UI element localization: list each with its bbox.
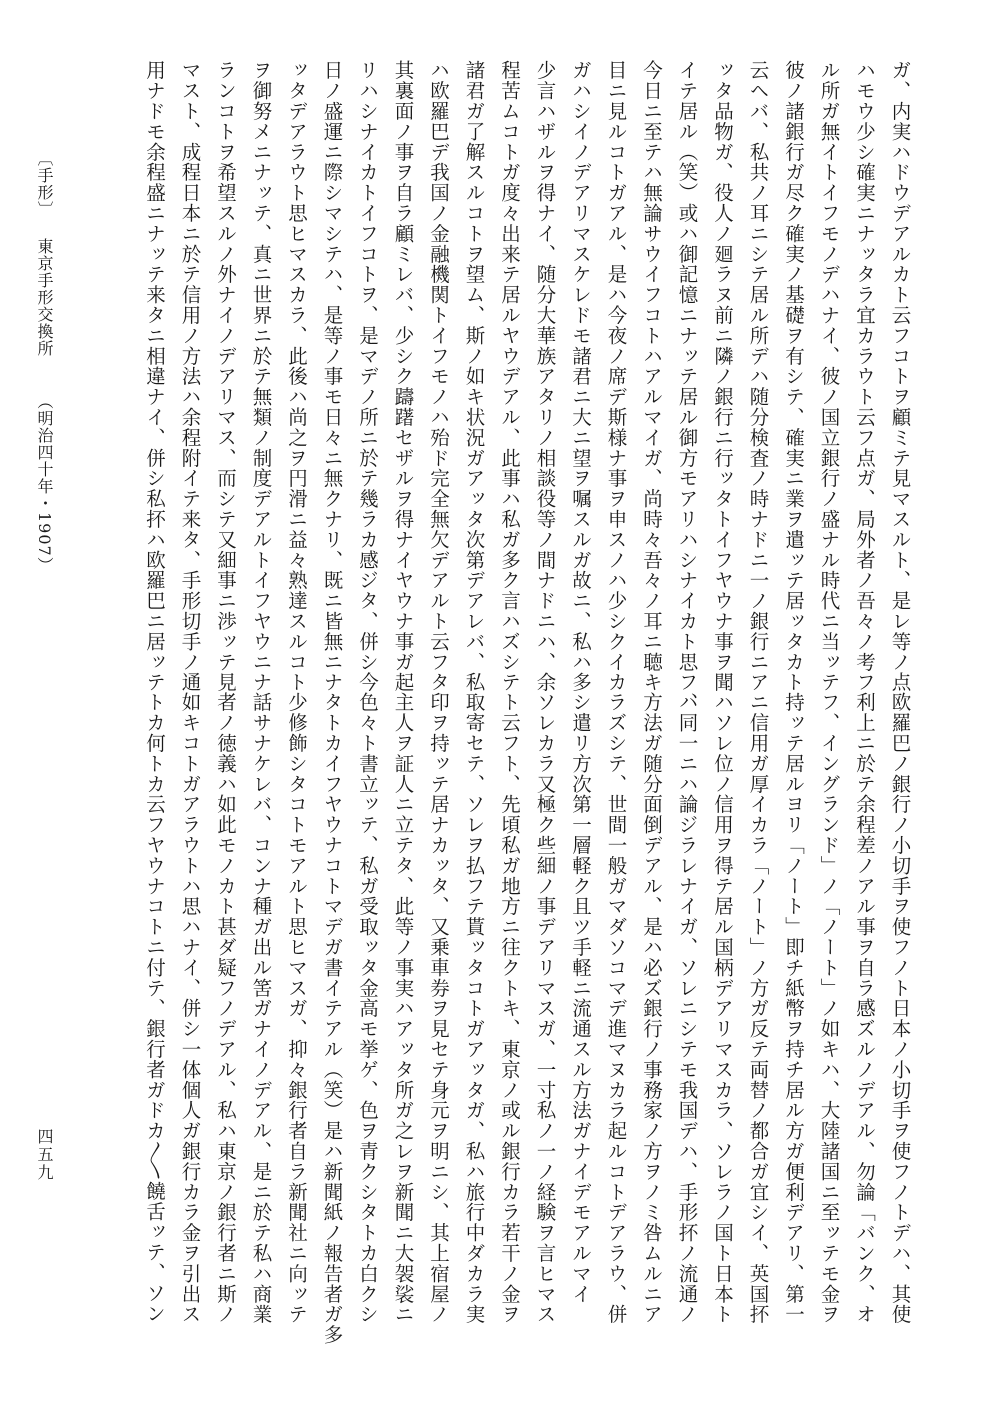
text-column: ニ信用ガ厚イカラ「ノート」ノ方ガ反テ両替ノ都合ガ宜シイ、英国抔 [746,692,770,1325]
text-column: 今日ニ至テハ無論サウイフコトハアルマイガ、尚時々吾々ノ耳ニ聴キ [640,60,663,693]
text-column: 取寄セテ、ソレヲ払フテ貰ッタコトガアッタガ、私ハ旅行中ダカラ実 [462,692,486,1325]
text-column: 少言ハザルヲ得ナイ、随分大華族アタリノ相談役等ノ間ナドニハ、余 [533,60,557,693]
page-number: 四五九 [35,1128,54,1182]
text-column: 云ヘバ、私共ノ耳ニシテ居ル所デハ随分検査ノ時ナドニ一ノ銀行ニア [746,60,770,693]
text-column: 少修飾シタコトモアルト思ヒマスガ、抑々銀行者自ラ新聞社ニ向ッテ [285,692,308,1325]
text-column: リハシナイカトイフコトヲ、是マデノ所ニ於テ幾ラカ感ジタ、併シ今 [356,60,379,693]
text-column: 日ノ盛運ニ際シマシテハ、是等ノ事モ日々ニ無クナリ、既ニ皆無ニナ [320,60,344,693]
text-column: フ、イングランド」ノ「ノート」ノ如キハ、大陸諸国ニ至ッテモ金ヲ [817,692,841,1325]
text-column: 程苦ムコトガ度々出来テ居ルヤウデアル、此事ハ私ガ多ク言ハズシテ [498,60,521,693]
text-column: 持ッテ居ルヨリ「ノート」即チ紙幣ヲ持チ居ル方ガ便利デアリ、第一 [782,692,805,1325]
text-column: ラズシテ、世間一般ガマダソコマデ進マヌカラ起ルコトデアラウ、併 [604,692,628,1325]
text-column: 目ニ見ルコトガアル、是ハ今夜ノ席デ斯様ナ事ヲ申スノハ少シクイカ [604,60,628,693]
text-column: ガハシイノデアリマスケレドモ諸君ニ大ニ望ヲ嘱スルガ故ニ、私ハ多 [569,60,592,693]
text-column: 話サナケレバ、コンナ種ガ出ル筈ガナイノデアル、是ニ於テ私ハ商業 [249,692,273,1325]
text-column: 諸君ガ了解スルコトヲ望ム、斯ノ如キ状況ガアッタ次第デアレバ、私 [462,60,486,693]
text-column: ッタデアラウト思ヒマスカラ、此後ハ尚之ヲ円滑ニ益々熟達スルコト [285,60,308,693]
text-column: タトカイフヤウナコトマデガ書イテアル（笑）是ハ新聞紙ノ報告者ガ多 [320,692,344,1345]
text-column: ガ、内実ハドウデアルカト云フコトヲ顧ミテ見マスルト、是レ等ノ点 [888,60,912,693]
text-column: 者ノ徳義ハ如此モノカト甚ダ疑フノデアル、私ハ東京ノ銀行者ニ斯ノ [214,692,237,1325]
text-column: 彼ノ諸銀行ガ尽ク確実ノ基礎ヲ有シテ、確実ニ業ヲ遣ッテ居ッタカト [782,60,805,693]
text-column: 利上ニ於テ余程差ノアル事ヲ自ラ感ズルノデアル、勿論「バンク、オ [853,692,876,1325]
text-column: ソレカラ又極ク些細ノ事デアリマスガ、一寸私ノ一ノ経験ヲ言ヒマス [533,692,557,1325]
text-column: ッタ品物ガ、役人ノ廻ラヌ前ニ隣ノ銀行ニ行ッタトイフヤウナ事ヲ聞 [711,60,734,693]
text-column: トカ何トカ云フヤウナコトニ付テ、銀行者ガドカ〳〵饒舌ッテ、ソン [143,692,166,1324]
text-column: 色々ト書立ッテ、私ガ受取ッタ金高モ挙ゲ、色ヲ青クシタトカ白クシ [356,692,379,1325]
text-column: ハモウ少シ確実ニナッタラ宜カラウト云フ点ガ、局外者ノ吾々ノ考フ [853,60,876,693]
text-column: マスト、成程日本ニ於テ信用ノ方法ハ余程附イテ来タ、手形切手ノ通 [178,60,202,693]
footer-organization: 東京手形交換所 [35,238,54,357]
text-column: ル所ガ無イトイフモノデハナイ、彼ノ国立銀行ノ盛ナル時代ニ当ッテ [817,60,841,693]
text-column: 其裏面ノ事ヲ自ラ顧ミレバ、少シク躊躇セザルヲ得ナイヤウナ事ガ起 [391,60,415,693]
text-column: ハ同一ニハ論ジラレナイガ、ソレニシテモ我国デハ、手形抔ノ流通ノ [675,692,699,1325]
text-column: 欧羅巴ノ銀行ノ小切手ヲ使フノト日本ノ小切手ヲ使フノトデハ、其使 [888,692,912,1325]
text-column: ト云フト、先頃私ガ地方ニ往クトキ、東京ノ或ル銀行カラ若干ノ金ヲ [498,692,521,1325]
footer-section-label: 〔手形〕 [35,150,54,218]
text-column: シ遣リ方次第一層軽ク且ツ手軽ニ流通スル方法ガナイデモアルマイ [569,692,592,1304]
text-column: 用ナドモ余程盛ニナッテ来タニ相違ナイ、併シ私抔ハ欧羅巴ニ居ッテ [143,60,166,693]
text-column: ハ欧羅巴デ我国ノ金融機関トイフモノハ殆ド完全無欠デアルト云フタ [427,60,450,693]
text-column: 印ヲ持ッテ居ナカッタ、又乗車券ヲ見セテ身元ヲ明ニシ、其上宿屋ノ [427,692,450,1325]
text-column: ランコトヲ希望スルノ外ナイノデアリマス、而シテ又細事ニ渉ッテ見 [214,60,237,693]
text-column: ヲ御努メニナッテ、真ニ世界ニ於テ無類ノ制度デアルトイフヤウニナ [249,60,273,693]
text-column: 如キコトガアラウトハ思ハナイ、併シ一体個人ガ銀行カラ金ヲ引出ス [178,692,202,1325]
footer-date: （明治四十年・1907） [35,393,54,574]
text-column: 主人ヲ証人ニ立テタ、此等ノ事実ハアッタ所ガ之レヲ新聞ニ大袈裟ニ [391,692,415,1325]
text-column: 方法ガ随分面倒デアル、是ハ必ズ銀行ノ事務家ノ方ヲノミ咎ムルニア [640,692,663,1325]
text-column: ハソレ位ノ信用ヲ得テ居ル国柄デアリマスカラ、ソレラノ国ト日本ト [711,692,734,1325]
text-column: イテ居ル（笑）或ハ御記憶ニナッテ居ル御方モアリハシナイカト思フ、 [675,60,699,713]
